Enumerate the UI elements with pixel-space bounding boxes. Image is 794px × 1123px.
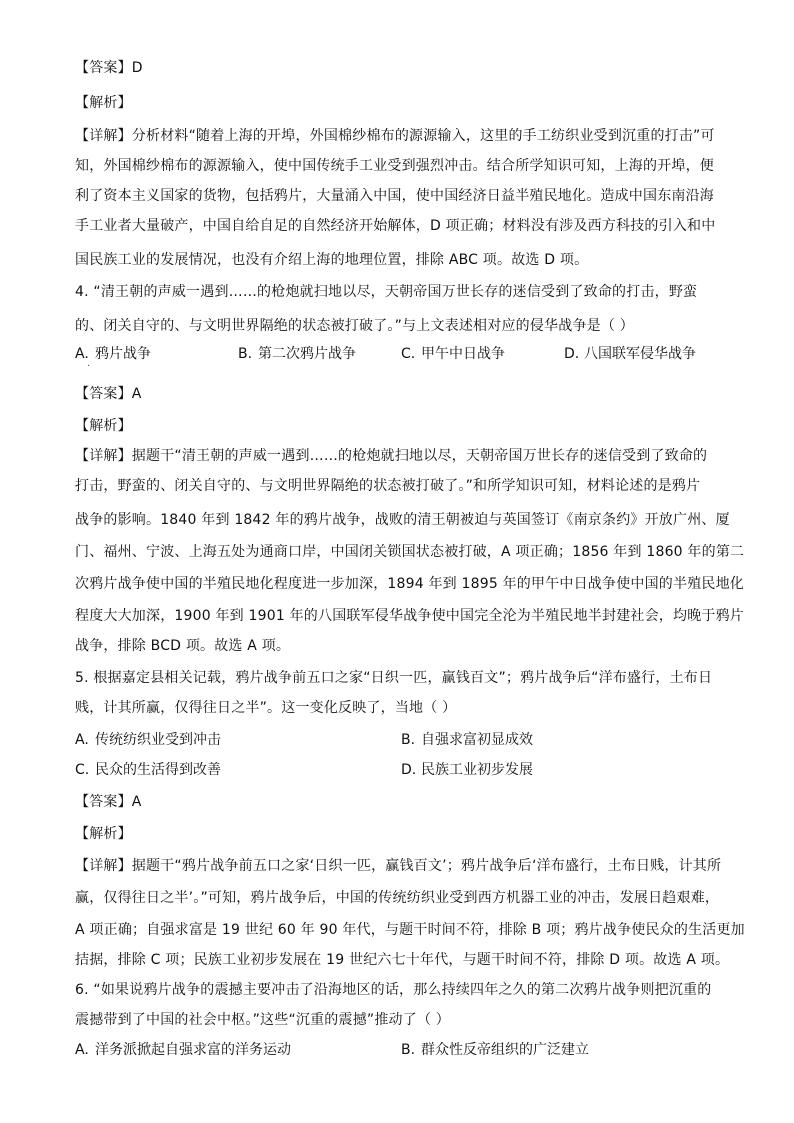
question-6-stem: 6. “如果说鸦片战争的震撼主要冲击了沿海地区的话，那么持续四年之久的第二次鸦片战争则把沉重的: [75, 982, 712, 998]
option-d: D. 八国联军侵华战争: [564, 346, 696, 362]
detail-line: A 项正确；自强求富是 19 世纪 60 年 90 年代，与题干时间不符，排除 B 项；鸦片战争使民众的生活更加: [75, 922, 745, 938]
detail-line: 利了资本主义国家的货物，包括鸦片，大量涌入中国，使中国经济日益半殖民地化。造成中国东南沿海: [75, 188, 714, 204]
option-c: C. 甲午中日战争: [401, 346, 505, 362]
option-a: A. 鸦片战争: [75, 346, 151, 362]
detail-line: 程度大大加深，1900 年到 1901 年的八国联军侵华战争使中国完全沦为半殖民地半封建社会，均晚于鸦片: [75, 608, 745, 624]
option-b: B. 群众性反帝组织的广泛建立: [401, 1042, 589, 1058]
option-b: B. 自强求富初显成效: [401, 732, 533, 748]
option-d: D. 民族工业初步发展: [401, 762, 533, 778]
detail-line: 【详解】据题干“鸦片战争前五口之家‘日织一匹，赢钱百文’；鸦片战争后‘洋布盛行，土布日贱，计其所: [75, 858, 722, 874]
answer-label: 【答案】A: [75, 386, 142, 402]
question-4-stem: 4. “清王朝的声威一遇到……的枪炮就扫地以尽，天朝帝国万世长存的迷信受到了致命的打击，野蛮: [75, 284, 698, 300]
detail-line: 赢，仅得往日之半’。”可知，鸦片战争后，中国的传统纺织业受到西方机器工业的冲击，发展日趋艰难，: [75, 890, 720, 906]
analysis-label: 【解析】: [75, 826, 132, 842]
detail-line: 【详解】分析材料“随着上海的开埠，外国棉纱棉布的源源输入，这里的手工纺织业受到沉重的打击”可: [75, 128, 715, 144]
option-c: C. 民众的生活得到改善: [75, 762, 221, 778]
detail-line: 门、福州、宁波、上海五处为通商口岸，中国闭关锁国状态被打破，A 项正确；1856 年到 1860 年的第二: [75, 544, 745, 560]
answer-label: 【答案】A: [75, 794, 142, 810]
option-b: B. 第二次鸦片战争: [238, 346, 356, 362]
detail-line: 【详解】据题干“清王朝的声威一遇到……的枪炮就扫地以尽，天朝帝国万世长存的迷信受到了致命的: [75, 448, 708, 464]
question-6-options: [75, 1040, 727, 1060]
analysis-label: 【解析】: [75, 95, 132, 111]
detail-line: 手工业者大量破产，中国自给自足的自然经济开始解体，D 项正确；材料没有涉及西方科技的引入和中: [75, 218, 716, 234]
question-5-stem: 5. 根据嘉定县相关记载，鸦片战争前五口之家“日织一匹，赢钱百文”；鸦片战争后“洋布盛行，土布日: [75, 670, 713, 686]
question-6-stem: 震撼带到了中国的社会中枢。”这些“沉重的震撼”推动了（ ）: [75, 1012, 451, 1028]
stray-mark: ·: [87, 361, 91, 372]
question-5-stem: 贱，计其所赢，仅得往日之半”。这一变化反映了，当地（ ）: [75, 700, 457, 716]
question-5-options-row-2: [75, 760, 727, 780]
detail-line: 国民族工业的发展情况，也没有介绍上海的地理位置，排除 ABC 项。故选 D 项。: [75, 252, 589, 268]
analysis-label: 【解析】: [75, 418, 132, 434]
answer-label: 【答案】D: [75, 60, 143, 76]
question-4-stem: 的、闭关自守的、与文明世界隔绝的状态被打破了。”与上文表述相对应的侵华战争是（ ）: [75, 318, 634, 334]
detail-line: 战争，排除 BCD 项。故选 A 项。: [75, 638, 291, 654]
detail-line: 拮据，排除 C 项；民族工业初步发展在 19 世纪六七十年代，与题干时间不符，排除 D 项。故选 A 项。: [75, 952, 730, 968]
detail-line: 战争的影响。1840 年到 1842 年的鸦片战争，战败的清王朝被迫与英国签订《南京条约》开放广州、厦: [75, 512, 730, 528]
question-4-options: [75, 344, 727, 364]
detail-line: 打击，野蛮的、闭关自守的、与文明世界隔绝的状态被打破了。”和所学知识可知，材料论述的是鸦片: [75, 478, 701, 494]
question-5-options-row-1: [75, 730, 727, 750]
detail-line: 知，外国棉纱棉布的源源输入，使中国传统手工业受到强烈冲击。结合所学知识可知，上海的开埠，便: [75, 158, 714, 174]
detail-line: 次鸦片战争使中国的半殖民地化程度进一步加深，1894 年到 1895 年的甲午中日战争使中国的半殖民地化: [75, 576, 745, 592]
option-a: A. 传统纺织业受到冲击: [75, 732, 221, 748]
option-a: A. 洋务派掀起自强求富的洋务运动: [75, 1042, 291, 1058]
